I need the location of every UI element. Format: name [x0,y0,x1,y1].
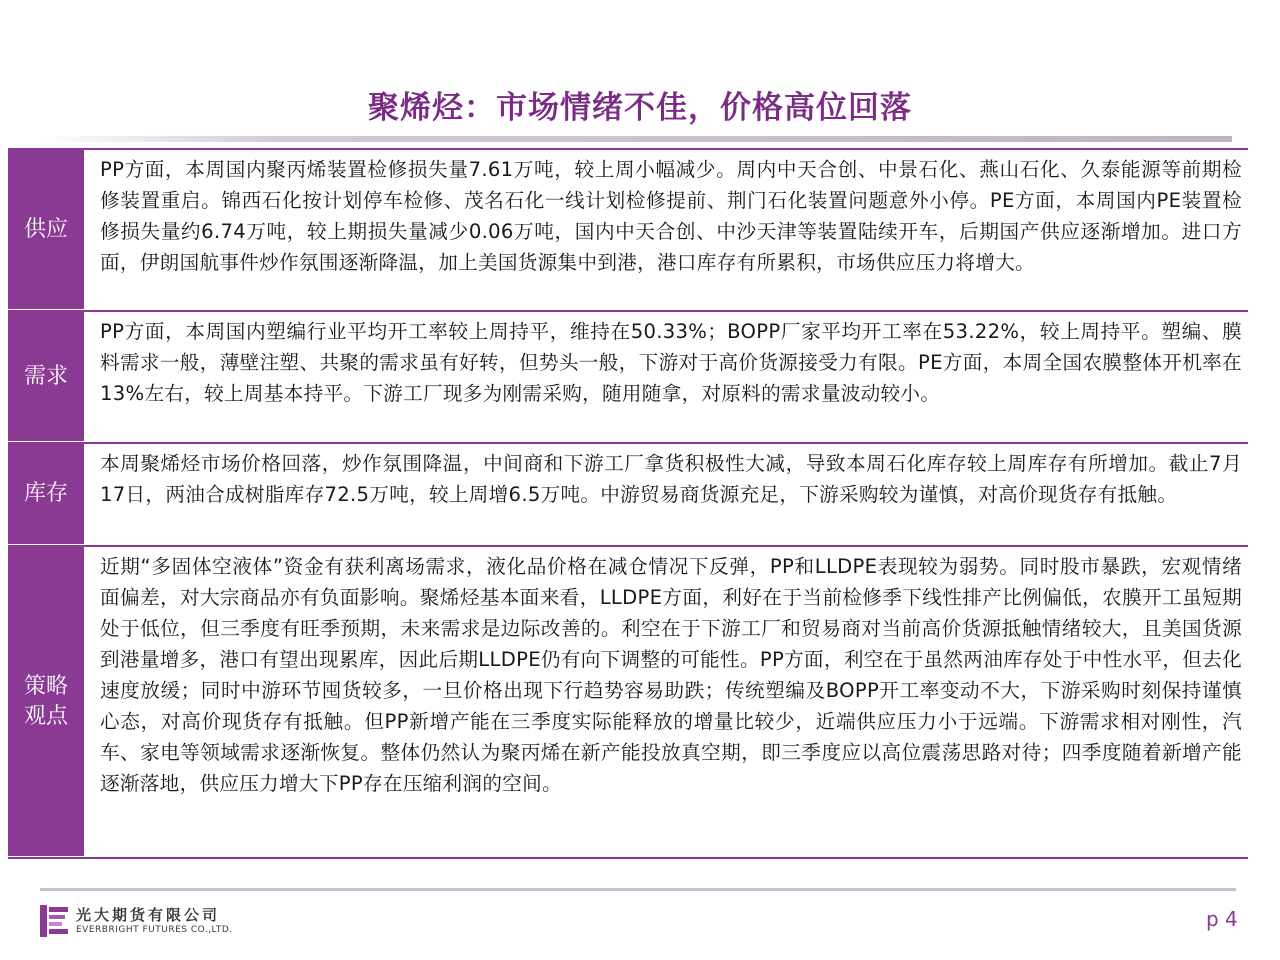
row-label-strategy: 策略观点 [8,547,84,857]
logo-chinese-name: 光大期货有限公司 [76,906,221,924]
footer-divider [40,888,1236,891]
logo-english-name: EVERBRIGHT FUTURES CO.,LTD. [76,925,233,935]
page-number: p 4 [1206,907,1238,931]
row-content-strategy: 近期“多固体空液体”资金有获利离场需求，液化品价格在减仓情况下反弹，PP和LLDPE表现较为弱势。同时股市暴跌，宏观情绪面偏差，对大宗商品亦有负面影响。聚烯烃基本面来看，LLDPE方面，利好在于当前检修季下线性排产比例偏低，农膜开工虽短期处于低位，但三季度有旺季预期，未来需求是边际改善的。利空在于下游工厂和贸易商对当前高价货源抵触情绪较大，且美国货源到港量增多，港口有望出现累库，因此后期LLDPE仍有向下调整的可能性。PP方面，利空在于虽然两油库存处于中性水平，但去化速度放缓；同时中游环节囤货较多，一旦价格出现下行趋势容易助跌；传统塑编及BOPP开工率变动不大，下游采购时刻保持谨慎心态，对高价现货存有抵触。但PP新增产能在三季度实际能释放的增量比较少，近端供应压力小于远端。下游需求相对刚性，汽车、家电等领域需求逐渐恢复。整体仍然认为聚丙烯在新产能投放真空期，即三季度应以高位震荡思路对待；四季度随着新增产能逐渐落地，供应压力增大下PP存在压缩利润的空间。 [100,555,1242,795]
row-label-supply: 供应 [8,150,84,310]
row-label-demand: 需求 [8,312,84,442]
row-label-inventory: 库存 [8,444,84,545]
table-row-strategy [8,547,1248,859]
everbright-logo-icon [40,905,70,937]
title-divider [40,136,1232,142]
page-title: 聚烯烃：市场情绪不佳，价格高位回落 [368,90,912,126]
table-row-demand [8,312,1248,444]
row-content-supply: PP方面，本周国内聚丙烯装置检修损失量7.61万吨，较上周小幅减少。周内中天合创、中景石化、燕山石化、久泰能源等前期检修装置重启。锦西石化按计划停车检修、茂名石化一线计划检修提前、荆门石化装置问题意外小停。PE方面，本周国内PE装置检修损失量约6.74万吨，较上期损失量减少0.06万吨，国内中天合创、中沙天津等装置陆续开车，后期国产供应逐渐增加。进口方面，伊朗国航事件炒作氛围逐渐降温，加上美国货源集中到港，港口库存有所累积，市场供应压力将增大。 [100,158,1242,274]
table-row-supply [8,148,1248,312]
company-logo [40,905,233,937]
analysis-table [8,146,1248,859]
row-content-demand: PP方面，本周国内塑编行业平均开工率较上周持平，维持在50.33%；BOPP厂家平均开工率在53.22%，较上周持平。塑编、膜料需求一般，薄壁注塑、共聚的需求虽有好转，但势头一般，下游对于高价货源接受力有限。PE方面，本周全国农膜整体开机率在13%左右，较上周基本持平。下游工厂现多为刚需采购，随用随拿，对原料的需求量波动较小。 [100,320,1242,405]
table-row-inventory [8,444,1248,547]
row-content-inventory: 本周聚烯烃市场价格回落，炒作氛围降温，中间商和下游工厂拿货积极性大减，导致本周石化库存较上周库存有所增加。截止7月17日，两油合成树脂库存72.5万吨，较上周增6.5万吨。中游贸易商货源充足，下游采购较为谨慎，对高价现货存有抵触。 [100,452,1242,506]
